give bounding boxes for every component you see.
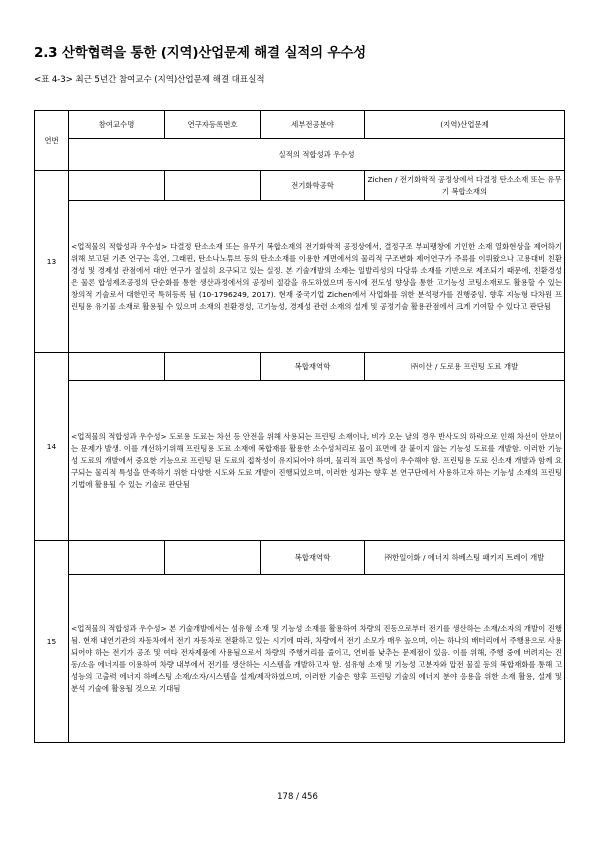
header-row-1 [35, 111, 565, 139]
achievement-table [34, 110, 565, 743]
row-field: 전기화학공학 [261, 171, 365, 201]
header-field: 세부전공분야 [261, 111, 365, 139]
row-problem: Zichen / 전기화학적 공정상에서 다결정 탄소소재 또는 유무기 복합소재의 [365, 171, 565, 201]
row-number: 14 [35, 353, 69, 541]
table-caption: <표 4-3> 최근 5년간 참여교수 (지역)산업문제 해결 대표실적 [34, 75, 265, 85]
header-row-no: 연번 [35, 111, 69, 171]
table-row-description [35, 201, 565, 353]
row-professor [69, 541, 165, 575]
table-row [35, 171, 565, 201]
header-researcher-id: 연구자등록번호 [165, 111, 261, 139]
row-problem: ㈜이산 / 도로용 프린팅 도료 개발 [365, 353, 565, 381]
row-field: 복합재역학 [261, 541, 365, 575]
header-professor: 참여교수명 [69, 111, 165, 139]
table-row-description [35, 575, 565, 743]
row-professor [69, 171, 165, 201]
header-row-2 [35, 139, 565, 171]
row-description: <업적물의 적합성과 우수성> 본 기술개발에서는 섬유형 소재 및 기능성 소재를 활용하여 차량의 진동으로부터 전기를 생산하는 소재/소자의 개발이 진행됨. 현재 내연기관의 자동차에서 전기 자동차로 전환하고 있는 시기에 따라, 차량에서 전기 소모가 매우 높으며, 이는 하나의 배터리에서 주행용으로 사용되어야 하는 전기가 공조 및 여타 전자제품에 사용됨으로서 차량의 주행거리를 줄이고, 연비를 낮추는 문제점이 있음. 이를 위해, 주행 중에 버려지는 진동/소음 에너지를 이용하여 차량 내부에서 전기를 생산하는 시스템을 개발하고자 함. 섬유형 소재 및 기능성 고분자와 압전 물질 등의 복합재화를 통해 고성능의 고출력 에너지 하베스팅 소재/소자/시스템을 설계/제작하였으며, 이러한 기술은 향후 프린팅 기술의 에너지 분야 응용을 위한 소재 활용, 설계 및 분석 기술에 활용될 것으로 기대됨 [69, 575, 565, 743]
table-row [35, 541, 565, 575]
row-professor [69, 353, 165, 381]
header-problem: (지역)산업문제 [365, 111, 565, 139]
row-field: 복합재역학 [261, 353, 365, 381]
row-researcher-id [165, 171, 261, 201]
row-problem: ㈜한일이화 / 에너지 하베스팅 패키지 트레이 개발 [365, 541, 565, 575]
row-description: <업적물의 적합성과 우수성> 도로용 도료는 차선 등 안전을 위해 사용되는 프린팅 소재이나, 비가 오는 날의 경우 반사도의 하락으로 인해 차선이 안보이는 문제가 발생. 이를 개선하기위해 프린팅용 도료 소재에 복합재를 활용한 소수성처리로 물이 표면에 잘 붙이지 않는 기능성 도료를 개발함. 이러한 기능성 도료의 개발에서 중요한 기능으로 프린팅 된 도료의 접착성이 유지되어야 하며, 물리적 표면 특성이 우수해야 함. 프린팅용 도료 신소재 개발과 함께 요구되는 물리적 특성을 만족하기 위한 다양한 시도와 도료 개발이 진행되었으며, 이러한 성과는 향후 본 연구단에서 사용하고자 하는 기능성 소재의 프린팅 기법에 활용될 수 있는 기술로 판단됨 [69, 381, 565, 541]
row-description: <업적물의 적합성과 우수성> 다결정 탄소소재 또는 유무기 복합소재의 전기화학적 공정상에서, 결정구조 부피팽창에 기인한 소재 열화현상을 제어하기 위해 보고된 기존 연구는 흑연, 그래핀, 탄소나노튜브 등의 탄소소재를 이용한 계면에서의 물리적 구조변화 제어연구가 주류를 이뤄왔으나 고용대비 친환경성 및 경제성 관점에서 대안 연구가 절실히 요구되고 있는 실정. 본 기술개발의 소재는 일발리성의 다당류 소재를 기반으로 제조되기 때문에, 친환경성은 물론 합성제조공정의 단순화를 통한 생산과정에서의 공정비 절감을 유도하였으며 동시에 전도성 향상을 통한 고기능성 코팅소재로도 활용할 수 있는 창의적 기술로서 대한민국 특허등록 됨 (10-1796249, 2017). 현재 중국기업 Zichen에서 사업화를 위한 분석평가를 진행중임. 향후 지능형 다차원 프린팅용 유기물 소재로 활용될 수 있으며 소재의 친환경성, 고기능성, 경제성 관련 소재의 설계 및 공정기술 활용관점에서 크게 기여할 수 있다고 판단됨 [69, 201, 565, 353]
row-researcher-id [165, 541, 261, 575]
page-number: 178 / 456 [277, 792, 318, 802]
header-achievement: 실적의 적합성과 우수성 [69, 139, 565, 171]
row-number: 13 [35, 171, 69, 353]
row-researcher-id [165, 353, 261, 381]
table-row-description [35, 381, 565, 541]
table-row [35, 353, 565, 381]
row-number: 15 [35, 541, 69, 743]
page-title: 2.3 산학협력을 통한 (지역)산업문제 해결 실적의 우수성 [34, 45, 366, 61]
